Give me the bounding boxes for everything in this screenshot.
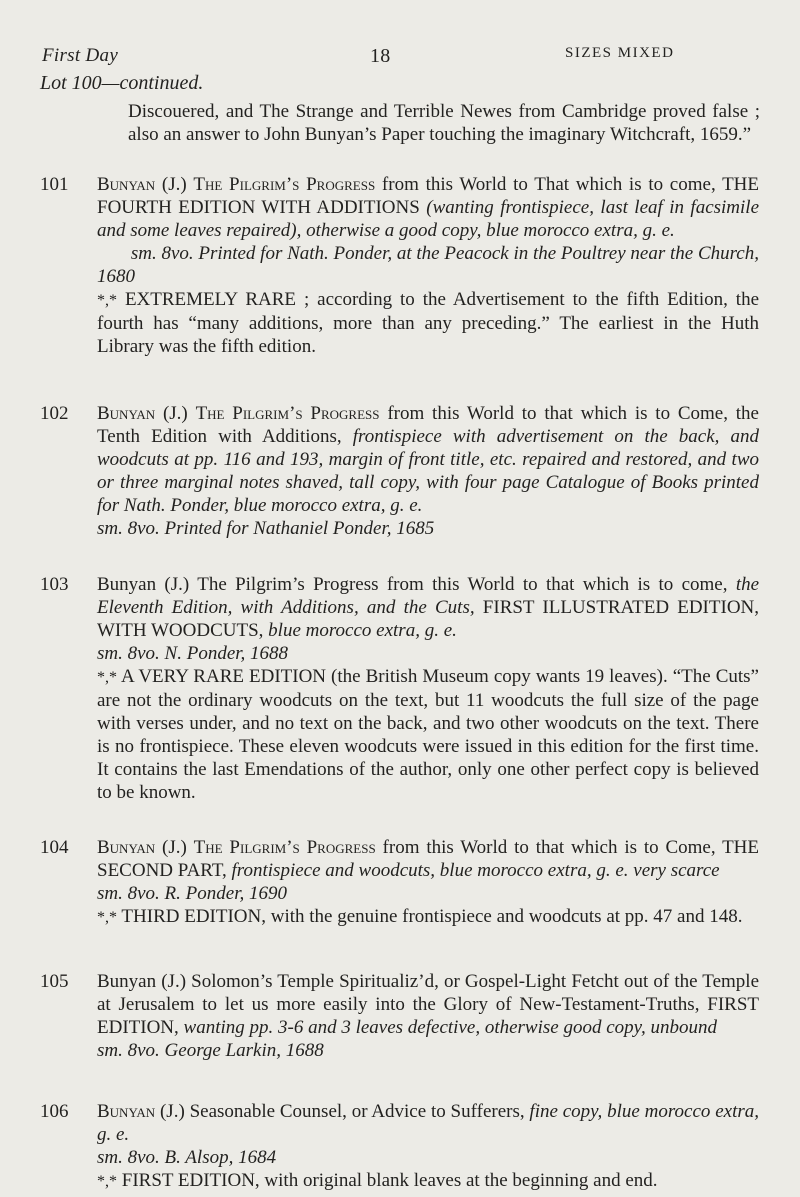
page-number: 18 xyxy=(370,45,391,67)
lot-number: 105 xyxy=(40,971,69,992)
lot-body xyxy=(97,970,759,1062)
lot-body xyxy=(97,1100,759,1193)
lot-desc: (wanting frontispiece, last leaf in facsimile and some leaves repaired), otherwise a good copy, blue morocco extra, g. e. xyxy=(97,197,760,241)
lot-entry xyxy=(97,173,759,288)
lot-text: FIRST EDITION, xyxy=(97,994,760,1038)
lot-number: 102 xyxy=(40,403,69,424)
note-asterisks: *,* xyxy=(97,909,117,926)
lot-entry xyxy=(97,402,759,540)
lot-entry xyxy=(97,970,759,1062)
lot-text-2: FIRST ILLUSTRATED EDITION, WITH WOODCUTS, xyxy=(97,597,760,641)
lot-title: Seasonable Counsel, or Advice to Sufferers, xyxy=(189,1101,525,1122)
lot-title: The Pilgrim’s Progress xyxy=(195,403,380,424)
lot-100-text: Discouered, and The Strange and Terrible Newes from Cambridge proved false ; also an answer to John Bunyan’s Paper touching the imaginary Witchcraft, 1659.” xyxy=(128,101,760,145)
running-head-right: SIZES MIXED xyxy=(565,45,675,61)
lot-desc: frontispiece with advertisement on the back, and woodcuts at pp. 116 and 193, margin of front title, etc. repaired and restored, and two or three marginal notes shaved, tall copy, with four page Catalogue of Books printed for Nath. Ponder, blue morocco extra, g. e. xyxy=(97,426,760,516)
lot-number: 104 xyxy=(40,837,69,858)
lot-number: 103 xyxy=(40,574,69,595)
note-asterisks: *,* xyxy=(97,292,117,309)
lot-imprint: sm. 8vo. B. Alsop, 1684 xyxy=(97,1147,277,1168)
lot-entry xyxy=(97,1100,759,1169)
lot-note xyxy=(97,665,759,804)
lot-imprint: sm. 8vo. N. Ponder, 1688 xyxy=(97,643,289,664)
lot-desc: the Eleventh Edition, with Additions, and the Cuts, xyxy=(97,574,760,618)
lot-imprint: sm. 8vo. George Larkin, 1688 xyxy=(97,1040,324,1061)
note-text: THIRD EDITION, with the genuine frontispiece and woodcuts at pp. 47 and 148. xyxy=(121,906,743,927)
lot-note xyxy=(97,1169,759,1193)
lot-title: Solomon’s Temple Spiritualiz’d, or Gospel-Light Fetcht out of the Temple at Jerusalem to let us more easily into the Glory of New-Testament-Truths, xyxy=(97,971,760,1015)
lot-entry xyxy=(97,836,759,905)
lot-author: Bunyan (J.) xyxy=(97,971,187,992)
note-text: A VERY RARE EDITION (the British Museum copy wants 19 leaves). “The Cuts” are not the ordinary woodcuts on the text, but 11 woodcuts the full size of the page with verses under, and no text on the back, and two other woodcuts on the text. There is no frontispiece. These eleven woodcuts were issued in this edition for the first time. It contains the last Emendations of the author, only one other perfect copy is believed to be known. xyxy=(97,666,759,803)
lot-author: Bunyan (J.) xyxy=(97,837,187,858)
lot-text: from this World to That which is to come, THE FOURTH EDITION WITH ADDITIONS xyxy=(97,174,760,218)
lot-body xyxy=(97,402,759,540)
lot-body xyxy=(97,573,759,804)
lot-title: The Pilgrim’s Progress xyxy=(193,837,376,858)
lot-text: from this World to that which is to Come, the Tenth Edition with Additions, xyxy=(97,403,759,447)
running-head-left: First Day xyxy=(42,45,119,66)
lot-desc: wanting pp. 3-6 and 3 leaves defective, otherwise good copy, unbound xyxy=(183,1017,718,1038)
note-text: EXTREMELY RARE ; according to the Advertisement to the fifth Edition, the fourth has “many additions, more than any preceding.” The earliest in the Huth Library was the fifth edition. xyxy=(97,289,760,357)
lot-author: Bunyan (J.) xyxy=(97,574,190,595)
lot-text: from this World to that which is to come, xyxy=(386,574,728,595)
lot-imprint: sm. 8vo. Printed for Nath. Ponder, at the Peacock in the Poultrey near the Church, 1680 xyxy=(97,243,759,287)
note-text: FIRST EDITION, with original blank leaves at the beginning and end. xyxy=(121,1170,658,1191)
lot-body xyxy=(97,836,759,929)
lot-note xyxy=(97,905,759,929)
lot-entry xyxy=(97,573,759,665)
lot-author: Bunyan (J.) xyxy=(97,174,187,195)
lot-title: The Pilgrim’s Progress xyxy=(197,574,379,595)
lot-number: 106 xyxy=(40,1101,69,1122)
lot-note xyxy=(97,288,759,358)
lot-title: The Pilgrim’s Progress xyxy=(193,174,376,195)
lot-text: from this World to that which is to Come, THE SECOND PART, xyxy=(97,837,759,881)
lot-author: Bunyan (J.) xyxy=(97,1101,185,1122)
lot-author: Bunyan (J.) xyxy=(97,403,188,424)
note-asterisks: *,* xyxy=(97,1173,117,1190)
lot-body xyxy=(97,173,759,358)
note-asterisks: *,* xyxy=(97,669,117,686)
lot-imprint: sm. 8vo. Printed for Nathaniel Ponder, 1685 xyxy=(97,518,435,539)
lot-continued-label: Lot 100—continued. xyxy=(40,72,204,94)
lot-imprint: sm. 8vo. R. Ponder, 1690 xyxy=(97,883,287,904)
lot-desc: fine copy, blue morocco extra, g. e. xyxy=(97,1101,759,1145)
lot-number: 101 xyxy=(40,174,69,195)
lot-desc: frontispiece and woodcuts, blue morocco extra, g. e. very scarce xyxy=(231,860,720,881)
lot-desc-2: blue morocco extra, g. e. xyxy=(268,620,457,641)
